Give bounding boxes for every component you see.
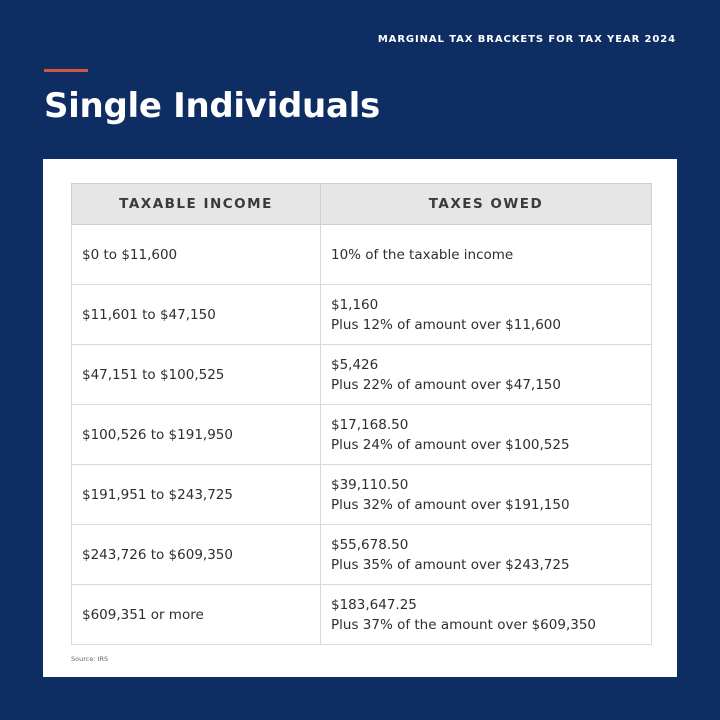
taxes-owed-rate: Plus 32% of amount over $191,150	[331, 496, 570, 513]
taxes-owed-cell	[321, 345, 652, 405]
table-row	[72, 345, 652, 405]
taxes-owed-cell	[321, 585, 652, 645]
accent-rule	[44, 69, 88, 72]
table-header-row	[72, 184, 652, 225]
page-title: Single Individuals	[44, 86, 380, 126]
taxable-income-cell: $11,601 to $47,150	[72, 285, 321, 345]
taxable-income-cell: $0 to $11,600	[72, 225, 321, 285]
taxable-income-cell: $47,151 to $100,525	[72, 345, 321, 405]
taxes-owed-base: $39,110.50	[331, 476, 409, 493]
taxable-income-cell: $243,726 to $609,350	[72, 525, 321, 585]
tax-brackets-table	[71, 183, 652, 645]
taxes-owed-cell	[321, 465, 652, 525]
taxes-owed-base: $1,160	[331, 296, 379, 313]
table-row	[72, 225, 652, 285]
table-card	[43, 159, 677, 677]
table-row	[72, 585, 652, 645]
taxes-owed-rate: Plus 22% of amount over $47,150	[331, 376, 561, 393]
taxes-owed-rate: Plus 37% of the amount over $609,350	[331, 616, 597, 633]
taxable-income-cell: $609,351 or more	[72, 585, 321, 645]
taxes-owed-base: $55,678.50	[331, 536, 409, 553]
taxes-owed-cell	[321, 285, 652, 345]
column-header-taxable-income: TAXABLE INCOME	[72, 184, 321, 225]
source-note: Source: IRS	[71, 655, 109, 663]
taxes-owed-base: $5,426	[331, 356, 379, 373]
table-row	[72, 525, 652, 585]
column-header-taxes-owed: TAXES OWED	[321, 184, 652, 225]
taxes-owed-cell	[321, 225, 652, 285]
header-label: MARGINAL TAX BRACKETS FOR TAX YEAR 2024	[377, 34, 676, 45]
taxes-owed-cell	[321, 525, 652, 585]
taxes-owed-base: $183,647.25	[331, 596, 417, 613]
taxes-owed-rate: Plus 24% of amount over $100,525	[331, 436, 570, 453]
taxable-income-cell: $191,951 to $243,725	[72, 465, 321, 525]
table-row	[72, 465, 652, 525]
table-row	[72, 405, 652, 465]
taxes-owed-rate: Plus 12% of amount over $11,600	[331, 316, 561, 333]
taxes-owed-rate: Plus 35% of amount over $243,725	[331, 556, 570, 573]
taxable-income-cell: $100,526 to $191,950	[72, 405, 321, 465]
taxes-owed-cell	[321, 405, 652, 465]
table-row	[72, 285, 652, 345]
taxes-owed-base: $17,168.50	[331, 416, 409, 433]
taxes-owed-line: 10% of the taxable income	[331, 246, 514, 263]
